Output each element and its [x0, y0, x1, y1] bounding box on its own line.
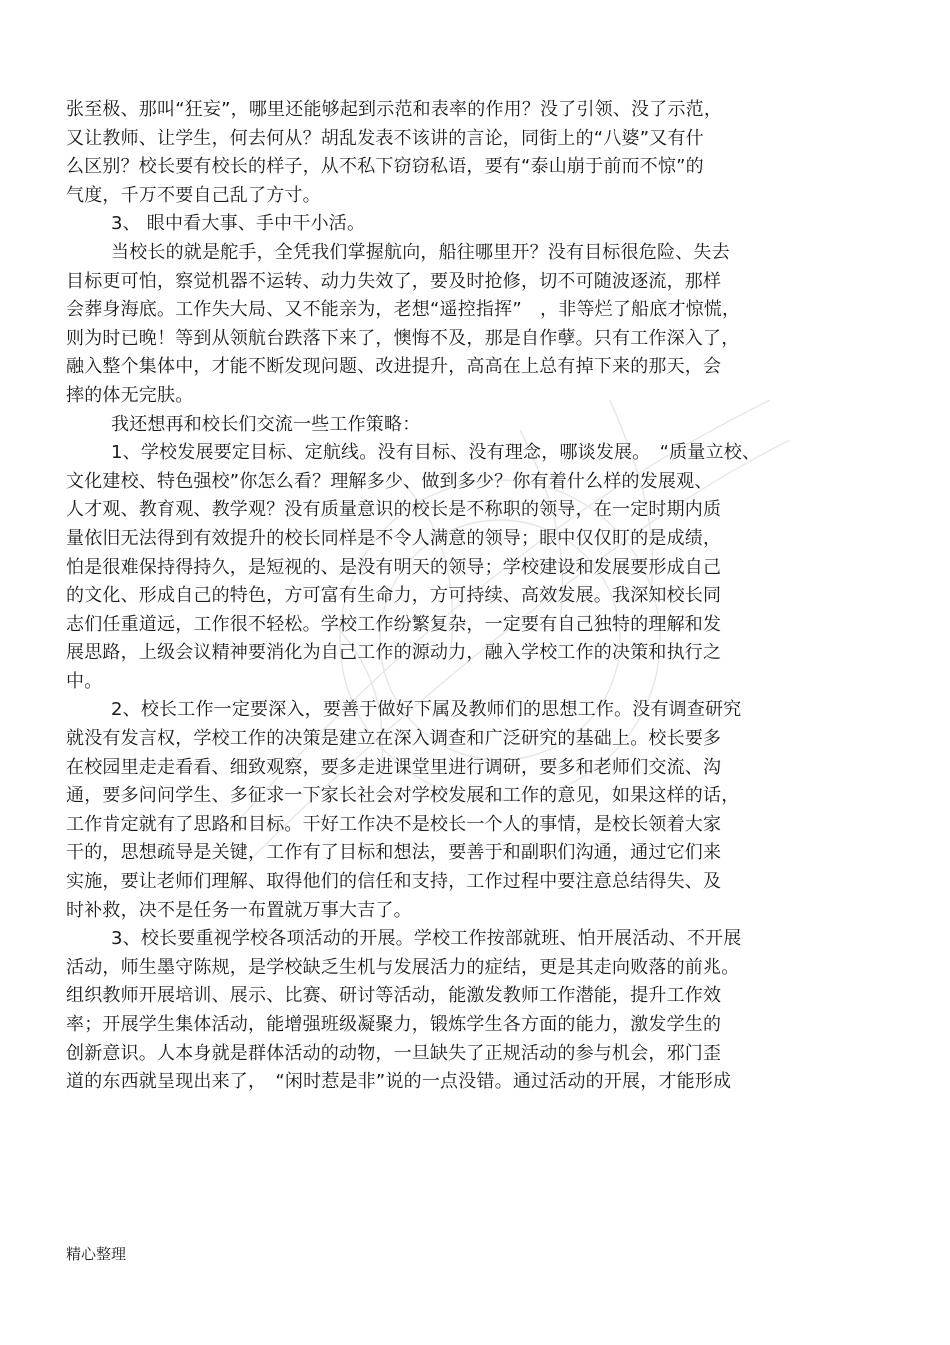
- text-line: 展思路，上级会议精神要消化为自己工作的源动力，融入学校工作的决策和执行之: [66, 642, 722, 664]
- text-line: 气度，千万不要自己乱了方寸。: [66, 184, 321, 206]
- text-line: 融入整个集体中，才能不断发现问题、改进提升，高高在上总有掉下来的那天，会: [66, 356, 722, 378]
- text-line: 量依旧无法得到有效提升的校长同样是不令人满意的领导；眼中仅仅盯的是成绩，: [66, 527, 722, 549]
- text-line: 3、 眼中看大事、手中干小活。: [111, 213, 366, 235]
- text-line: 组织教师开展培训、展示、比赛、研讨等活动，能激发教师工作潜能，提升工作效: [66, 985, 722, 1007]
- text-line: 怕是很难保持得持久，是短视的、是没有明天的领导；学校建设和发展要形成自己: [66, 556, 722, 578]
- text-line: 我还想再和校长们交流一些工作策略：: [111, 413, 421, 435]
- text-line: 会葬身海底。工作失大局、又不能亲为，老想“遥控指挥” ，非等烂了船底才惊慌，: [66, 299, 741, 321]
- text-line: 张至极、那叫“狂妄”，哪里还能够起到示范和表率的作用？没了引领、没了示范，: [66, 99, 723, 120]
- text-line: 时补救，决不是任务一布置就万事大吉了。: [66, 899, 412, 921]
- text-line: 工作肯定就有了思路和目标。干好工作决不是校长一个人的事情，是校长领着大家: [66, 813, 722, 835]
- text-line: 么区别？校长要有校长的样子，从不私下窃窃私语，要有“泰山崩于前而不惊”的: [66, 156, 704, 178]
- text-line: 当校长的就是舵手，全凭我们掌握航向，船往哪里开？没有目标很危险、失去: [111, 241, 730, 263]
- text-line: 则为时已晚！等到从领航台跌落下来了，懊悔不及，那是自作孽。只有工作深入了，: [66, 327, 740, 349]
- text-line: 中。: [66, 670, 103, 692]
- text-line: 人才观、教育观、教学观？没有质量意识的校长是不称职的领导，在一定时期内质: [66, 499, 722, 521]
- text-line: 在校园里走走看看、细致观察，要多走进课堂里进行调研，要多和老师们交流、沟: [66, 756, 722, 778]
- text-line: 就没有发言权，学校工作的决策是建立在深入调查和广泛研究的基础上。校长要多: [66, 728, 722, 750]
- text-line: 1、学校发展要定目标、定航线。没有目标、没有理念，哪谈发展。 “质量立校、: [111, 442, 761, 464]
- text-line: 通，要多问问学生、多征求一下家长社会对学校发展和工作的意见，如果这样的话，: [66, 785, 740, 807]
- text-line: 文化建校、特色强校”你怎么看？理解多少、做到多少？你有着什么样的发展观、: [66, 470, 713, 492]
- text-line: 摔的体无完肤。: [66, 384, 194, 406]
- text-line: 目标更可怕，察觉机器不运转、动力失效了，要及时抢修，切不可随波逐流，那样: [66, 270, 722, 292]
- text-line: 创新意识。人本身就是群体活动的动物，一旦缺失了正规活动的参与机会，邪门歪: [66, 1042, 722, 1064]
- text-line: 又让教师、让学生，何去何从？胡乱发表不该讲的言论，同街上的“八婆”又有什: [66, 127, 704, 149]
- text-line: 志们任重道远，工作很不轻松。学校工作纷繁复杂，一定要有自己独特的理解和发: [66, 613, 722, 635]
- text-line: 干的，思想疏导是关键，工作有了目标和想法，要善于和副职们沟通，通过它们来: [66, 842, 722, 864]
- text-line: 道的东西就呈现出来了， “闲时惹是非”说的一点没错。通过活动的开展，才能形成: [66, 1071, 732, 1093]
- text-line: 率；开展学生集体活动，能增强班级凝聚力，锻炼学生各方面的能力，激发学生的: [66, 1014, 722, 1035]
- text-line: 活动，师生墨守陈规，是学校缺乏生机与发展活力的症结，更是其走向败落的前兆。: [66, 956, 740, 978]
- text-line: 3、校长要重视学校各项活动的开展。学校工作按部就班、怕开展活动、不开展: [111, 928, 742, 950]
- text-line: 2、校长工作一定要深入，要善于做好下属及教师们的思想工作。没有调查研究: [111, 699, 742, 721]
- text-line: 的文化、形成自己的特色，方可富有生命力，方可持续、高效发展。我深知校长同: [66, 585, 722, 607]
- text-line: 实施，要让老师们理解、取得他们的信任和支持，工作过程中要注意总结得失、及: [66, 871, 722, 893]
- body-text: [66, 96, 876, 1097]
- footer-label: 精心整理: [66, 1245, 127, 1263]
